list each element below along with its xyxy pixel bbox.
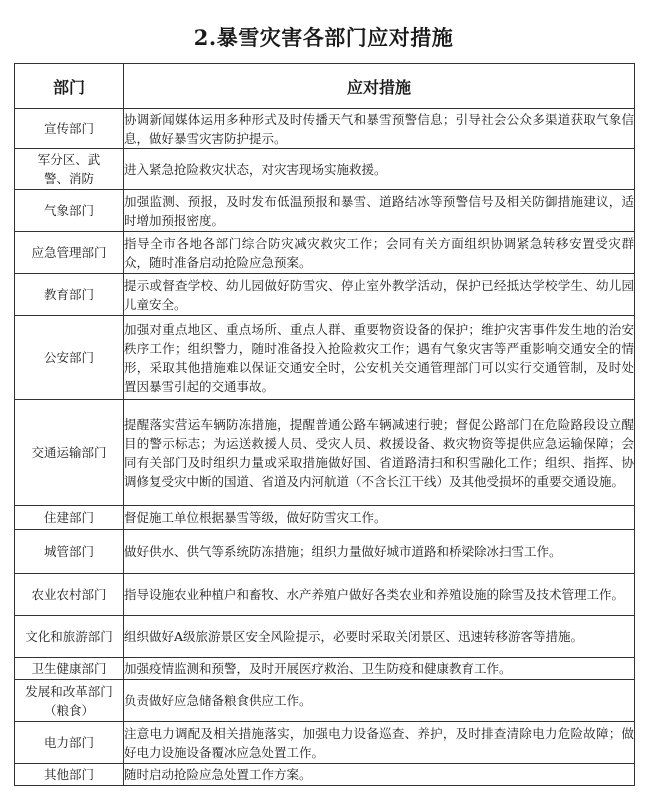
column-header-measures: 应对措施 [124,64,635,109]
measure-cell: 指导设施农业种植户和畜牧、水产养殖户做好各类农业和养殖设施的除雪及技术管理工作。 [124,574,635,616]
department-cell: 应急管理部门 [15,232,124,274]
measure-cell: 督促施工单位根据暴雪等级，做好防雪灾工作。 [124,506,635,530]
measures-table [14,63,635,786]
measure-cell: 协调新闻媒体运用多种形式及时传播天气和暴雪预警信息；引导社会公众多渠道获取气象信息，做好暴雪灾害防护提示。 [124,109,635,149]
measure-cell: 进入紧急抢险救灾状态，对灾害现场实施救援。 [124,149,635,190]
table-row [15,506,635,530]
measure-cell: 组织做好A级旅游景区安全风险提示，必要时采取关闭景区、迅速转移游客等措施。 [124,616,635,658]
measure-cell: 随时启动抢险应急处置工作方案。 [124,764,635,786]
table-row [15,190,635,232]
table-row [15,722,635,764]
measure-cell: 提示或督查学校、幼儿园做好防雪灾、停止室外教学活动，保护已经抵达学校学生、幼儿园儿童安全。 [124,274,635,316]
table-row [15,574,635,616]
department-cell: 文化和旅游部门 [15,616,124,658]
table-row [15,680,635,722]
table-row [15,274,635,316]
column-header-department: 部门 [15,64,124,109]
measure-cell: 提醒落实营运车辆防冻措施，提醒普通公路车辆减速行驶；督促公路部门在危险路段设立醒目的警示标志；为运送救援人员、受灾人员、救援设备、救灾物资等提供应急运输保障；会同有关部门及时组织力量或采取措施做好国、省道路清扫和积雪融化工作；组织、指挥、协调修复受灾中断的国道、省道及内河航道（不含长江干线）及其他受损坏的重要交通设施。 [124,400,635,506]
department-cell: 宣传部门 [15,109,124,149]
department-cell: 教育部门 [15,274,124,316]
table-row [15,232,635,274]
measure-cell: 加强对重点地区、重点场所、重点人群、重要物资设备的保护；维护灾害事件发生地的治安秩序工作；组织警力，随时准备投入抢险救灾工作；遇有气象灾害等严重影响交通安全的情形，采取其他措施难以保证交通安全时，公安机关交通管理部门可以实行交通管制，及时处置因暴雪引起的交通事故。 [124,316,635,400]
page-title: 2.暴雪灾害各部门应对措施 [193,25,454,50]
measure-cell: 注意电力调配及相关措施落实，加强电力设备巡查、养护，及时排查清除电力危险故障；做好电力设施设备覆冰应急处置工作。 [124,722,635,764]
measure-cell: 加强疫情监测和预警，及时开展医疗救治、卫生防疫和健康教育工作。 [124,658,635,680]
department-cell: 其他部门 [15,764,124,786]
department-cell: 电力部门 [15,722,124,764]
department-cell: 城管部门 [15,530,124,574]
table-row [15,658,635,680]
table-row [15,400,635,506]
table-row [15,316,635,400]
department-cell: 卫生健康部门 [15,658,124,680]
measure-cell: 负责做好应急储备粮食供应工作。 [124,680,635,722]
department-cell: 军分区、武警、消防 [15,149,124,190]
department-cell: 气象部门 [15,190,124,232]
measure-cell: 指导全市各地各部门综合防灾减灾救灾工作；会同有关方面组织协调紧急转移安置受灾群众，随时准备启动抢险应急预案。 [124,232,635,274]
table-row [15,109,635,149]
department-cell: 住建部门 [15,506,124,530]
department-cell: 公安部门 [15,316,124,400]
table-row [15,149,635,190]
department-cell: 农业农村部门 [15,574,124,616]
table-header-row [15,64,635,109]
table-row [15,530,635,574]
table-row [15,616,635,658]
department-cell: 发展和改革部门（粮食） [15,680,124,722]
measure-cell: 做好供水、供气等系统防冻措施；组织力量做好城市道路和桥梁除冰扫雪工作。 [124,530,635,574]
measure-cell: 加强监测、预报，及时发布低温预报和暴雪、道路结冰等预警信号及相关防御措施建议，适时增加预报密度。 [124,190,635,232]
department-cell: 交通运输部门 [15,400,124,506]
table-row [15,764,635,786]
